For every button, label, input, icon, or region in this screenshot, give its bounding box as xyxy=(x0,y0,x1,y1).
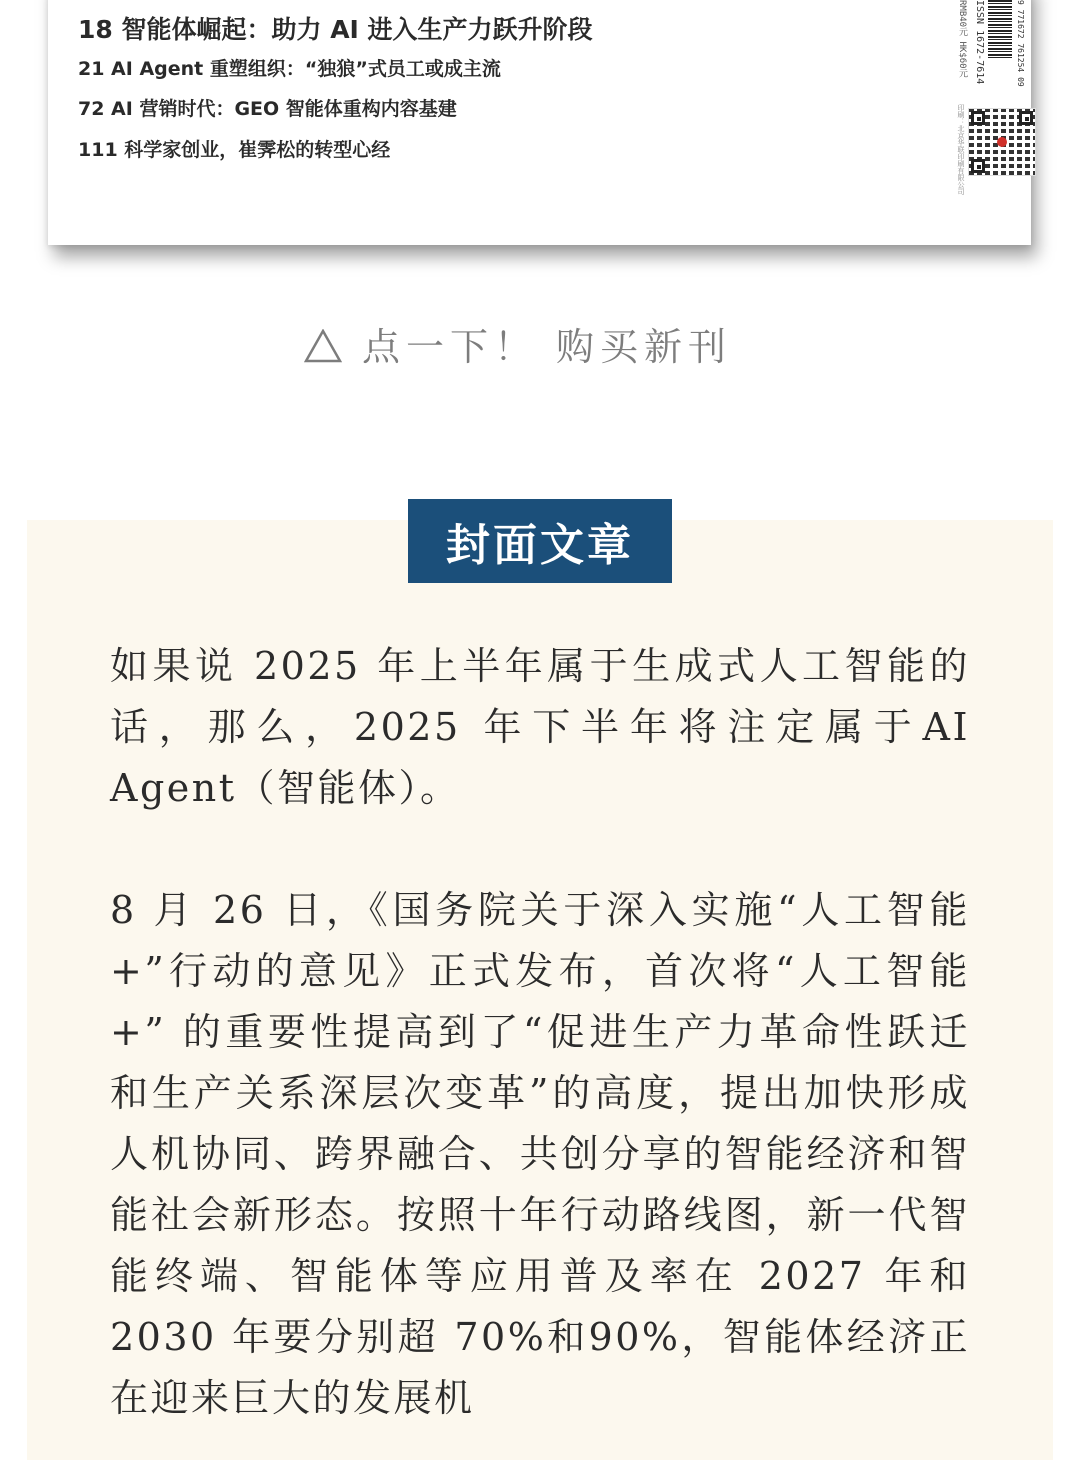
cover-toc-item: 72 AI 营销时代：GEO 智能体重构内容基建 xyxy=(78,98,457,120)
cover-price: RMB40元 HK$60元 xyxy=(957,0,967,78)
qr-code-icon xyxy=(968,108,1036,176)
qr-finder-icon xyxy=(971,159,985,173)
buy-new-issue-link[interactable] xyxy=(0,316,1080,371)
qr-logo-icon xyxy=(997,137,1007,147)
barcode-digits: 9 771672 761254 09 xyxy=(1016,0,1025,87)
cover-issn: ISSN 1672-7614 xyxy=(974,0,985,85)
barcode-icon xyxy=(988,0,1012,58)
qr-finder-icon xyxy=(971,111,985,125)
cover-print-note: 印刷：北京华联印刷有限公司 xyxy=(957,104,965,195)
cover-toc-item: 111 科学家创业，崔霁松的转型心经 xyxy=(78,139,391,161)
section-badge: 封面文章 xyxy=(408,499,672,583)
buy-new-issue-label: 点一下！ 购买新刊 xyxy=(361,325,733,369)
magazine-cover-image[interactable] xyxy=(48,0,1031,245)
qr-finder-icon xyxy=(1019,111,1033,125)
cover-headline: 18 智能体崛起：助力 AI 进入生产力跃升阶段 xyxy=(78,15,593,44)
article-paragraph: 8 月 26 日，《国务院关于深入实施“人工智能 +”行动的意见》正式发布，首次将“人工智能 +” 的重要性提高到了“促进生产力革命性跃迁和生产关系深层次变革”的高度，提出加快形成人机协同、跨界融合、共创分享的智能经济和智能社会新形态。按照十年行动路线图，新一代智能终端、智能体等应用普及率在 2027 年和 2030 年要分别超 70%和90%，智能体经济正在迎来巨大的发展机 xyxy=(110,888,970,1420)
cover-toc-item: 21 AI Agent 重塑组织：“独狼”式员工或成主流 xyxy=(78,58,501,80)
article-paragraph: 如果说 2025 年上半年属于生成式人工智能的话，那么，2025 年下半年将注定属于AI Agent（智能体）。 xyxy=(110,644,970,810)
